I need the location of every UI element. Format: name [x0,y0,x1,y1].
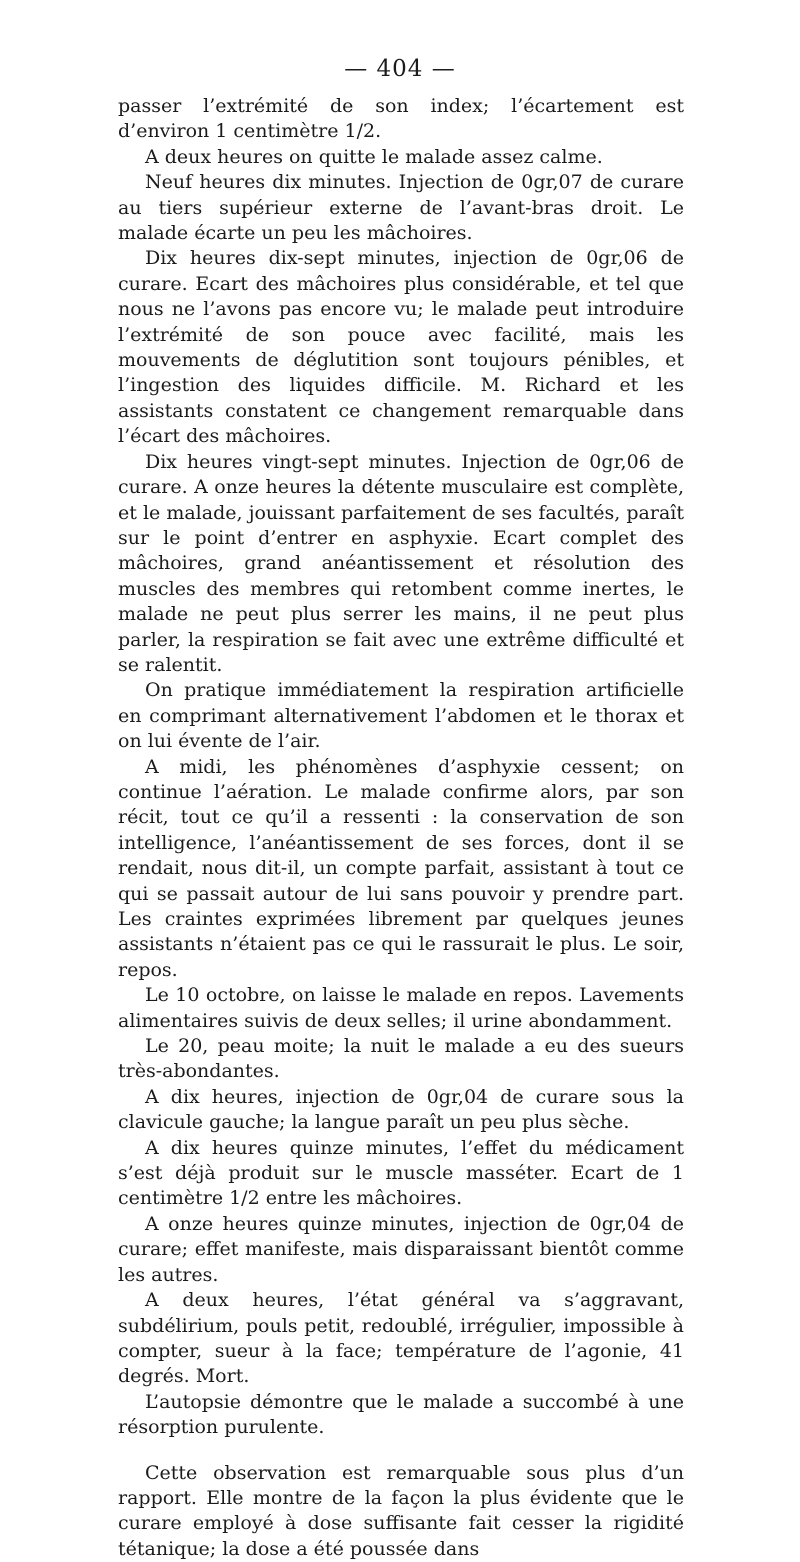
body-text [118,94,684,1562]
paragraph: L’autopsie démontre que le malade a succombé à une résorption purulente. [118,1390,684,1439]
paragraph: A deux heures, l’état général va s’aggravant, subdélirium, pouls petit, redoublé, irrégulier, impossible à compter, sueur à la face; température de l’agonie, 41 degrés. Mort. [118,1289,684,1388]
paragraph: A deux heures on quitte le malade assez calme. [145,145,603,168]
paragraph: A dix heures quinze minutes, l’effet du médicament s’est déjà produit sur le muscle masséter. Ecart de 1 centimètre 1/2 entre les mâchoires. [118,1136,684,1210]
paragraph: Le 10 octobre, on laisse le malade en repos. Lavements alimentaires suivis de deux selles; il urine abondamment. [118,984,684,1032]
paragraph: A onze heures quinze minutes, injection de 0gr,04 de curare; effet manifeste, mais disparaissant bientôt comme les autres. [118,1212,684,1286]
page-number: — 404 — [344,56,456,82]
paragraph: On pratique immédiatement la respiration artificielle en comprimant alternativement l’abdomen et le thorax et on lui évente de l’air. [118,679,684,753]
paragraph: Dix heures vingt-sept minutes. Injection de 0gr,06 de curare. A onze heures la détente musculaire est complète, et le malade, jouissant parfaitement de ses facultés, paraît sur le point d’entrer en asphyxie. Ecart complet des mâchoires, grand anéantissement et résolution des muscles des membres qui retombent comme inertes, le malade ne peut plus serrer les mains, il ne peut plus parler, la respiration se fait avec une extrême difficulté et se ralentit. [118,450,684,676]
paragraph: passer l’extrémité de son index; l’écartement est d’environ 1 centimètre 1/2. [118,95,684,143]
paragraph: A dix heures, injection de 0gr,04 de curare sous la clavicule gauche; la langue paraît un peu plus sèche. [118,1085,684,1134]
paragraph: A midi, les phénomènes d’asphyxie cessent; on continue l’aération. Le malade confirme alors, par son récit, tout ce qu’il a ressenti : la conservation de son intelligence, l’anéantissement de ses forces, dont il se rendait, nous dit-il, un compte parfait, assistant à tout ce qui se passait autour de lui sans pouvoir y prendre part. Les craintes exprimées librement par quelques jeunes assistants n’étaient pas ce qui le rassurait le plus. Le soir, repos. [118,755,684,981]
paragraph: Dix heures dix-sept minutes, injection de 0gr,06 de curare. Ecart des mâchoires plus considérable, et tel que nous ne l’avons pas encore vu; le malade peut introduire l’extrémité de son pouce avec facilité, mais les mouvements de déglutition sont toujours pénibles, et l’ingestion des liquides difficile. M. Richard et les assistants constatent ce changement remarquable dans l’écart des mâchoires. [118,247,684,448]
paragraph: Neuf heures dix minutes. Injection de 0gr,07 de curare au tiers supérieur externe de l’avant-bras droit. Le malade écarte un peu les mâchoires. [118,171,684,245]
paragraph: Cette observation est remarquable sous plus d’un rapport. Elle montre de la façon la plus évidente que le curare employé à dose suffisante fait cesser la rigidité tétanique; la dose a été poussée dans [118,1461,684,1560]
paragraph: Le 20, peau moite; la nuit le malade a eu des sueurs très-abondantes. [118,1035,684,1083]
